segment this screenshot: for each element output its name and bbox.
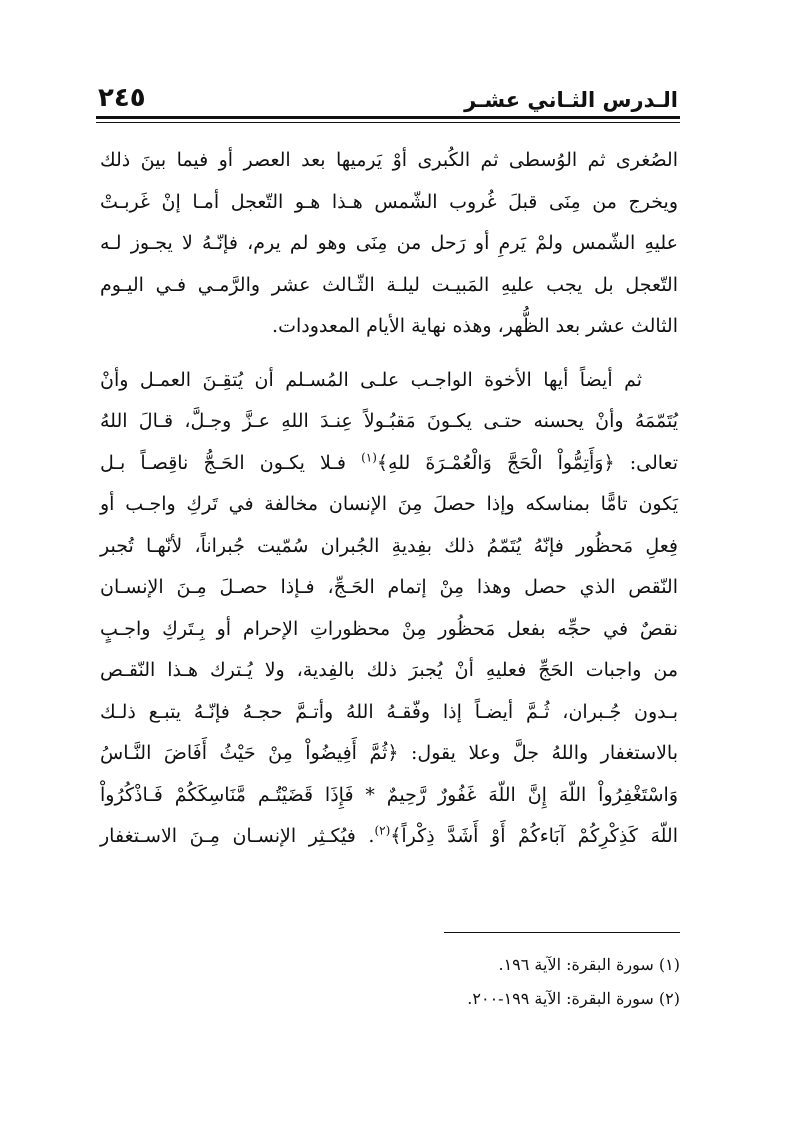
page-number: ٢٤٥ [98,83,146,113]
chapter-title: الـدرس الثـاني عشـر [464,88,678,112]
text-line: الثالث عشر بعد الظُّهر، وهذه نهاية الأيام المعدودات. [272,315,678,337]
text-line: وَاسْتَغْفِرُواْ اللّهَ إِنَّ اللّهَ غَفُورٌ رَّحِيمٌ * فَإِذَا قَضَيْتُـم مَّنَاسِكَكُمْ فَـاذْكُرُواْ [100,783,678,806]
footnote-marker: (٢) [374,823,391,838]
header-rule [96,116,680,119]
text-line: يُتَمّمَهُ وأنْ يحسنه حتـى يكـونَ مَقبُـولاً عِنـدَ اللهِ عـزَّ وجـلَّ، قـالَ اللهُ [100,410,678,432]
running-header [98,84,678,116]
text-line: النّقص الذي حصل وهذا مِنْ إتمام الحَـجِّ، فـإذا حصـلَ مِـنَ الإنسـان [100,576,678,598]
text-fragment: . فيُكـثِر الإنسـان مِـنَ الاسـتغفار [100,825,375,847]
text-line: الصُغرى ثم الوُسطى ثم الكُبرى أوْ يَرميها بعد العصر أو فيما بينَ ذلك [100,149,678,171]
text-line: بـدون جُـبران، ثُـمَّ أيضـاً إذا وفّقـهُ اللهُ وأتـمَّ حجـهُ فإنّـهُ يتبـع ذلـك [100,700,678,723]
text-line-with-footnote [100,816,678,858]
text-fragment: فـلا يكـون الحَـجُّ ناقِصـاً بـل [100,451,346,474]
text-line: ويخرج من مِنَى قبلَ غُروب الشّمس هـذا هـو التّعجل أمـا إنْ غَربـتْ [100,190,678,213]
quran-verse: اللّهَ كَذِكْرِكُمْ آبَاءكُمْ أَوْ أَشَدَّ ذِكْراً﴾ [390,825,678,847]
text-line: نقصٌ في حجِّه بفعل مَحظُور مِنْ محظوراتِ الإحرام أو بِـتَركِ واجـبٍ [100,617,678,640]
text-line: من واجبات الحَجِّ فعليهِ أنْ يُجبرَ ذلك بالفِدية، ولا يُـترك هـذا النّقـص [100,659,678,681]
text-line: ثم أيضاً أيها الأخوة الواجـب علـى المُسـلم أن يُتقِـنَ العمـل وأنْ [100,368,642,391]
footnote-marker: (١) [361,450,377,465]
paragraph-gap [100,348,678,360]
text-line: عليهِ الشّمس ولمْ يَرمِ أو رَحل من مِنَى وهو لم يرم، فإنّـهُ لا يجـوز لـه [100,232,678,254]
footnote-separator [444,932,680,933]
main-text [100,140,678,858]
quran-verse: تعالى: ﴿وَأَتِمُّواْ الْحَجَّ وَالْعُمْـرَةَ للهِ﴾ [376,451,678,474]
text-line: بالاستغفار واللهُ جلَّ وعلا يقول: ﴿ثُمَّ أَفِيضُواْ مِنْ حَيْثُ أَفَاضَ النَّـاسُ [100,742,678,764]
footnotes [280,948,680,1016]
header-rule-secondary [96,122,680,123]
footnote-2: (٢) سورة البقرة: الآية ١٩٩-٢٠٠. [467,989,680,1008]
text-line: يَكون تامًّا بمناسكه وإذا حصلَ مِنَ الإنسان مخالفة في تَركِ واجـب أو [100,493,678,515]
footnote-1: (١) سورة البقرة: الآية ١٩٦. [498,955,680,974]
text-line: فِعلِ مَحظُور فإنّهُ يُتَمّمُ ذلك بفِديةِ الجُبران سُمّيت جُبراناً، لأنّهـا تُجبر [100,534,678,557]
text-line-with-footnote [100,443,678,485]
text-line: التّعجل بل يجب عليهِ المَبيـت ليلـة الثّـالث عشر والرَّمـي فـي اليـوم [100,273,678,296]
